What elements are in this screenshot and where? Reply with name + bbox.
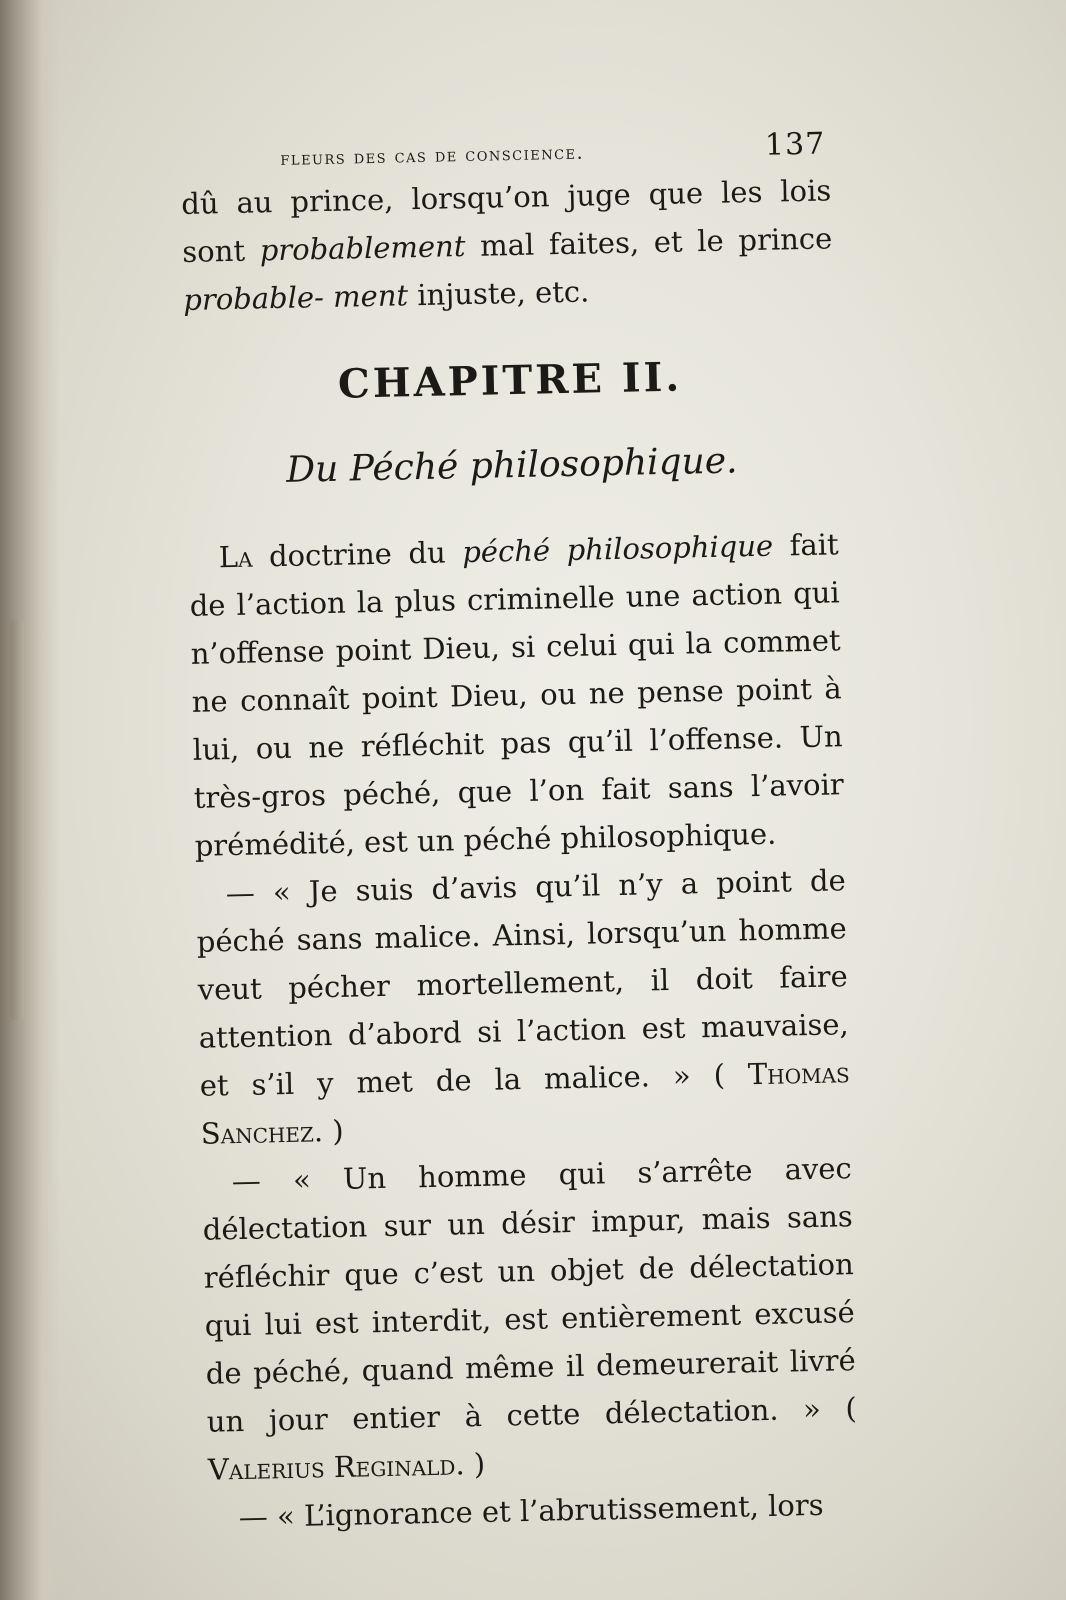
paragraph-1-italic: péché philosophique [461, 528, 774, 570]
carryover-italic-1: probablement [259, 229, 466, 268]
paragraph-3-author: Valerius Reginald. [207, 1447, 465, 1487]
running-head-title: fleurs des cas de conscience. [280, 141, 585, 170]
carryover-paragraph [181, 166, 834, 324]
paragraph-3-text-a: — « Un homme qui s’arrête avec délectation sur un désir impur, mais sans réfléchir que c’est un objet de délectation qui lui est interdit, est entièrement excusé de péché, quand même il demeurerait livré un jour entier à cette délectation. » ( [202, 1151, 858, 1439]
paragraph-1-opening: La [218, 539, 253, 575]
paragraph-2 [195, 856, 851, 1158]
carryover-line2: mal faites, et le prince [465, 221, 833, 264]
paragraph-3 [201, 1144, 858, 1494]
paragraph-4: — « L’ignorance et l’abrutissement, lors [238, 1487, 824, 1535]
carryover-italic-2: probable- [182, 280, 325, 317]
page-number: 137 [764, 126, 826, 163]
paragraph-3-text-b: ) [464, 1446, 486, 1482]
paragraph-1 [188, 520, 845, 870]
paragraph-1-text-b: fait de l’action la plus criminelle une action qui n’offense point Dieu, si celui qui la commet ne connaît point Dieu, ou ne pense point à lui, ou ne réfléchit pas qu’il l’offense. Un très-gros péché, que l’on fait sans l’avoir prémédité, est un péché philosophique. [189, 527, 844, 863]
paragraph-2-text-b: ) [322, 1113, 344, 1149]
carryover-italic-3: ment [332, 278, 409, 314]
page-edge-stain [10, 620, 24, 1020]
paragraph-2-author: Thomas Sanchez. [200, 1055, 851, 1151]
carryover-text [181, 166, 834, 324]
paragraph-1-text-a: doctrine du [252, 535, 463, 574]
paragraph-2-text-a: — « Je suis d’avis qu’il n’y a point de péché sans malice. Ainsi, lorsqu’un homme veut pécher mortellement, il doit faire attention d’abord si l’action est mauvaise, et s’il y met de la malice. » ( [196, 863, 850, 1103]
carryover-line3: injuste, etc. [407, 274, 590, 313]
chapter-subtitle: Du Péché philosophique. [285, 440, 738, 491]
carryover-line1: dû au prince, lorsqu’on juge que les lois sont [180, 173, 832, 269]
chapter-body [188, 520, 859, 1541]
printed-page [180, 125, 929, 1542]
binding-gutter [0, 0, 60, 1600]
chapter-heading: CHAPITRE II. [337, 353, 683, 408]
